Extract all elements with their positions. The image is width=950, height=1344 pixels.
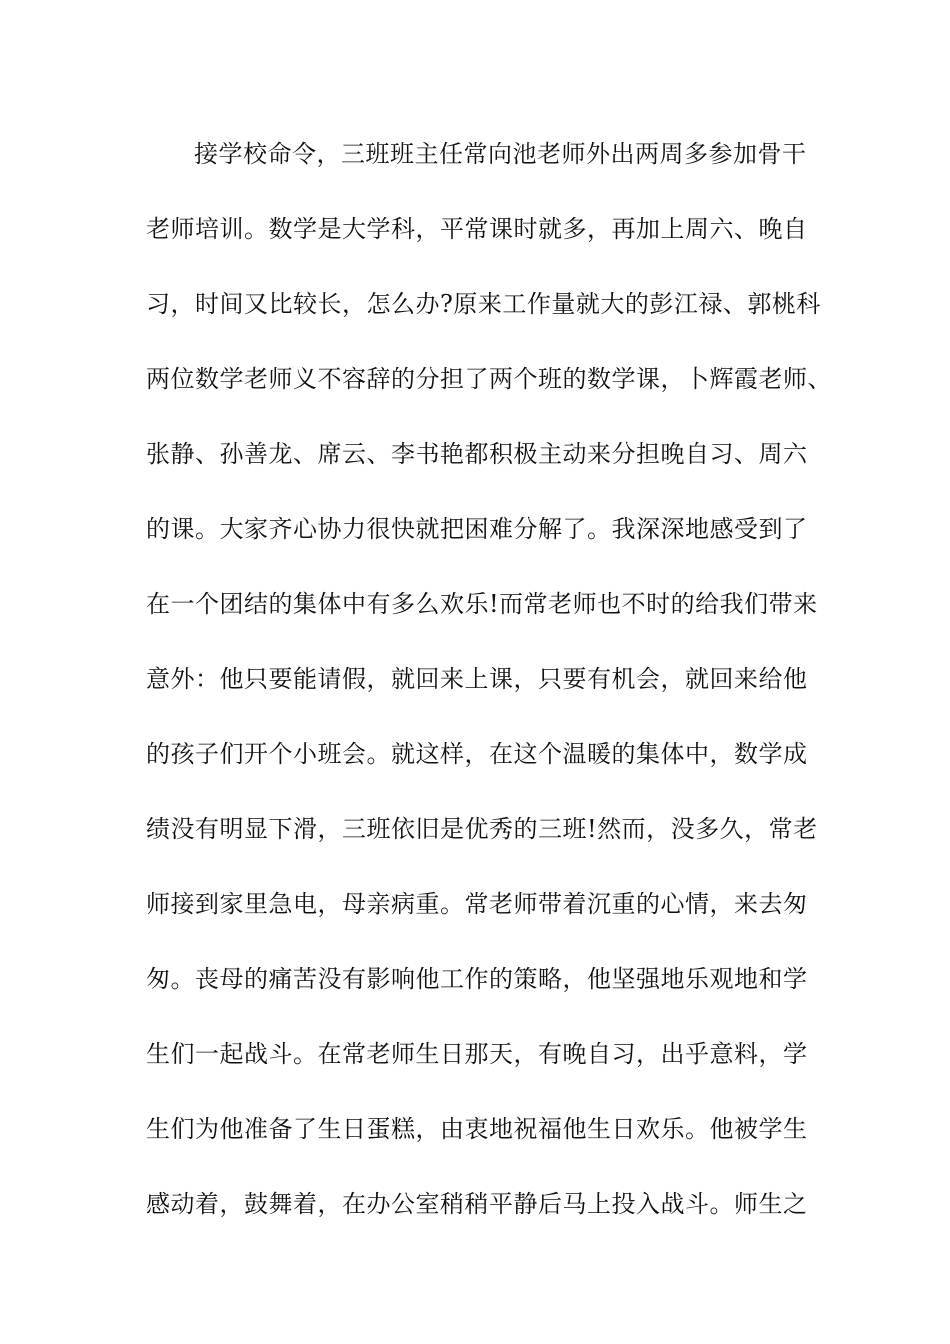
- text-line: 匆。丧母的痛苦没有影响他工作的策略，他坚强地乐观地和学: [146, 965, 808, 993]
- text-line: 生们一起战斗。在常老师生日那天，有晚自习，出乎意料，学: [146, 1040, 808, 1068]
- text-line: 的课。大家齐心协力很快就把困难分解了。我深深地感受到了: [146, 515, 808, 543]
- text-line: 感动着，鼓舞着，在办公室稍稍平静后马上投入战斗。师生之: [146, 1190, 808, 1218]
- text-line: 师接到家里急电，母亲病重。常老师带着沉重的心情，来去匆: [146, 890, 808, 918]
- text-line: 的孩子们开个小班会。就这样，在这个温暖的集体中，数学成: [146, 740, 808, 768]
- text-line: 接学校命令，三班班主任常向池老师外出两周多参加骨干: [194, 140, 807, 168]
- text-line: 生们为他准备了生日蛋糕，由衷地祝福他生日欢乐。他被学生: [146, 1115, 808, 1143]
- text-line: 两位数学老师义不容辞的分担了两个班的数学课，卜辉霞老师、: [146, 365, 832, 393]
- text-line: 老师培训。数学是大学科，平常课时就多，再加上周六、晚自: [146, 215, 808, 243]
- text-line: 张静、孙善龙、席云、李书艳都积极主动来分担晚自习、周六: [146, 440, 808, 468]
- text-line: 绩没有明显下滑，三班依旧是优秀的三班!然而，没多久，常老: [146, 815, 818, 843]
- text-line: 意外：他只要能请假，就回来上课，只要有机会，就回来给他: [146, 665, 808, 693]
- text-line: 习，时间又比较长，怎么办?原来工作量就大的彭江禄、郭桃科: [146, 290, 821, 318]
- body-paragraph: [146, 132, 832, 1257]
- text-line: 在一个团结的集体中有多么欢乐!而常老师也不时的给我们带来: [146, 590, 818, 618]
